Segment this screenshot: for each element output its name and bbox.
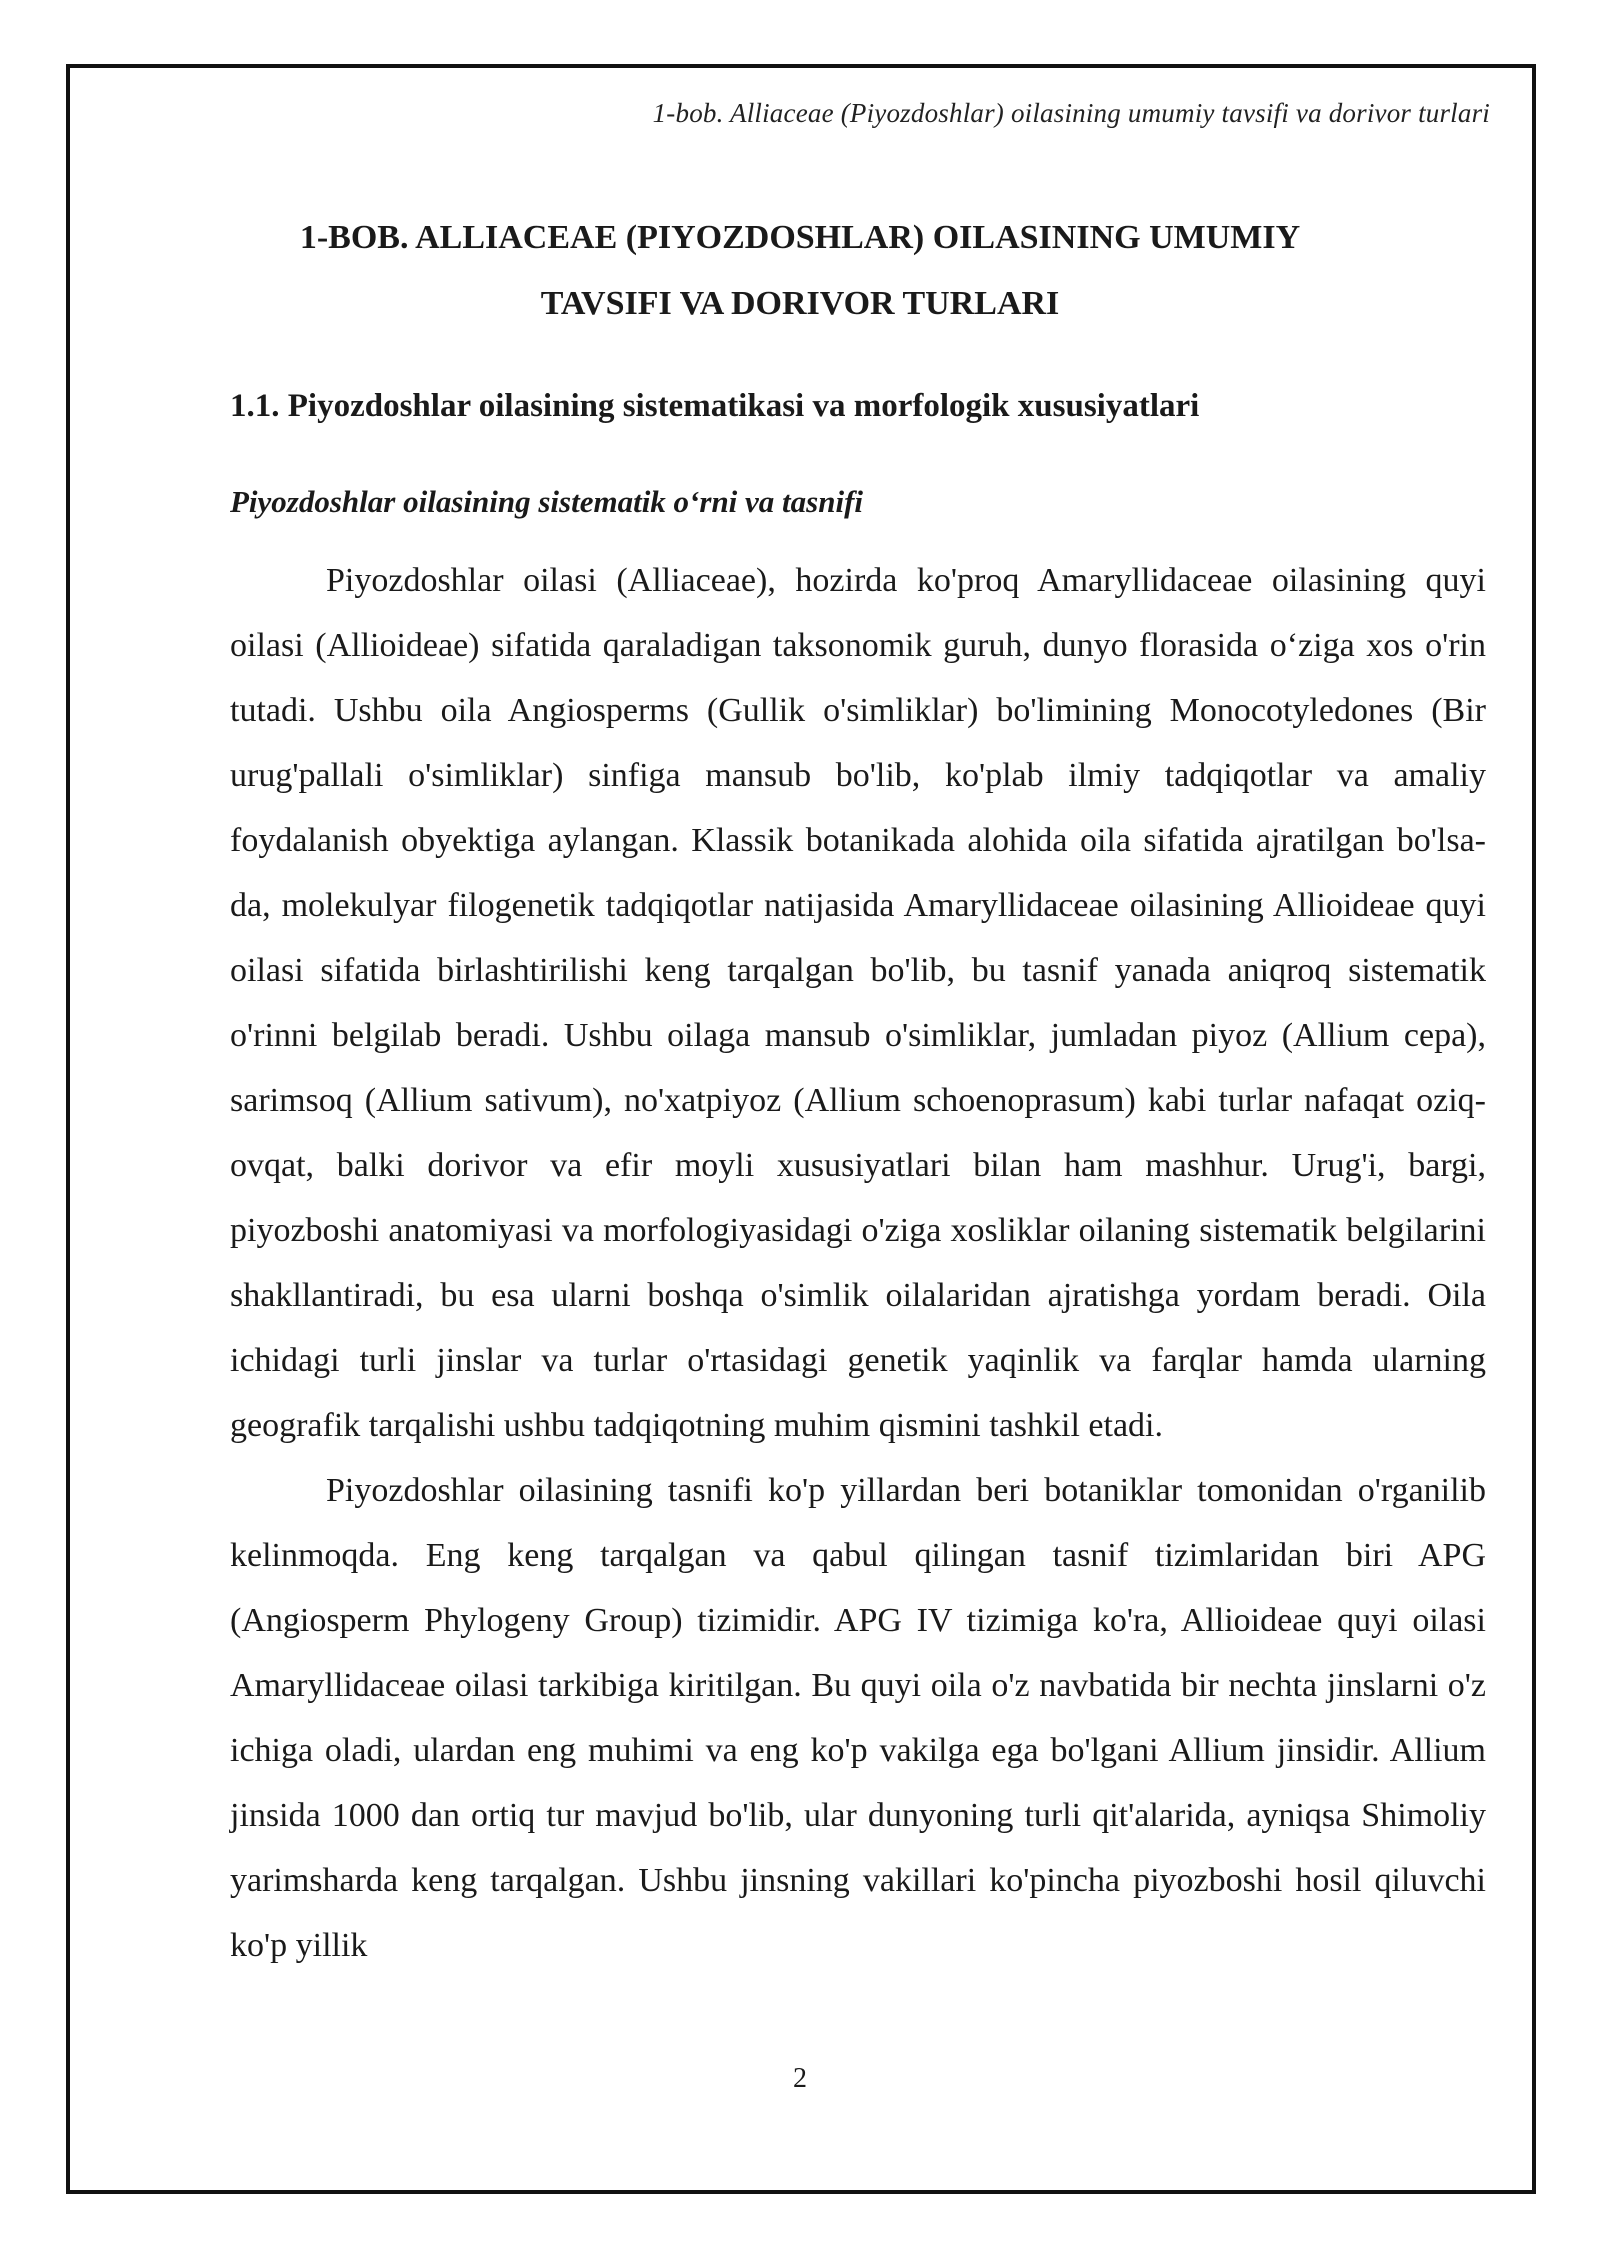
running-header: 1-bob. Alliaceae (Piyozdoshlar) oilasining umumiy tavsifi va dorivor turlari [652,98,1490,128]
paragraph-1: Piyozdoshlar oilasi (Alliaceae), hozirda ko'proq Amaryllidaceae oilasining quyi oilasi (Allioideae) sifatida qaraladigan taksonomik guruh, dunyo florasida o‘ziga xos o'rin tutadi. Ushbu oila Angiosperms (Gullik o'simliklar) bo'limining Monocotyledones (Bir urug'pallali o'simliklar) sinfiga mansub bo'lib, ko'plab ilmiy tadqiqotlar va amaliy foydalanish obyektiga aylangan. Klassik botanikada alohida oila sifatida ajratilgan bo'lsa-da, molekulyar filogenetik tadqiqotlar natijasida Amaryllidaceae oilasining Allioideae quyi oilasi sifatida birlashtirilishi keng tarqalgan bo'lib, bu tasnif yanada aniqroq sistematik o'rinni belgilab beradi. Ushbu oilaga mansub o'simliklar, jumladan piyoz (Allium cepa), sarimsoq (Allium sativum), no'xatpiyoz (Allium schoenoprasum) kabi turlar nafaqat oziq-ovqat, balki dorivor va efir moyli xususiyatlari bilan ham mashhur. Urug'i, bargi, piyozboshi anatomiyasi va morfologiyasidagi o'ziga xosliklar oilaning sistematik belgilarini shakllantiradi, bu esa ularni boshqa o'simlik oilalaridan ajratishga yordam beradi. Oila ichidagi turli jinslar va turlar o'rtasidagi genetik yaqinlik va farqlar hamda ularning geografik tarqalishi ushbu tadqiqotning muhim qismini tashkil etadi. [230,562,1486,1444]
chapter-title-line-1: 1-BOB. ALLIACEAE (PIYOZDOSHLAR) OILASINING UMUMIY [299,219,1301,256]
section-title: 1.1. Piyozdoshlar oilasining sistematikasi va morfologik xususiyatlari [230,388,1200,424]
paragraph-2: Piyozdoshlar oilasining tasnifi ko'p yillardan beri botaniklar tomonidan o'rganilib kelinmoqda. Eng keng tarqalgan va qabul qilingan tasnif tizimlaridan biri APG (Angiosperm Phylogeny Group) tizimidir. APG IV tizimiga ko'ra, Allioideae quyi oilasi Amaryllidaceae oilasi tarkibiga kiritilgan. Bu quyi oila o'z navbatida bir nechta jinslarni o'z ichiga oladi, ulardan eng muhimi va eng ko'p vakilga ega bo'lgani Allium jinsidir. Allium jinsida 1000 dan ortiq tur mavjud bo'lib, ular dunyoning turli qit'alarida, ayniqsa Shimoliy yarimsharda keng tarqalgan. Ushbu jinsning vakillari ko'pincha piyozboshi hosil qiluvchi ko'p yillik [230,1472,1486,1964]
page-number: 2 [793,2063,807,2094]
subsection-title: Piyozdoshlar oilasining sistematik o‘rni va tasnifi [230,484,864,519]
chapter-title [230,205,1370,337]
chapter-title-line-2: TAVSIFI VA DORIVOR TURLARI [540,285,1060,322]
body-text [230,548,1486,1978]
